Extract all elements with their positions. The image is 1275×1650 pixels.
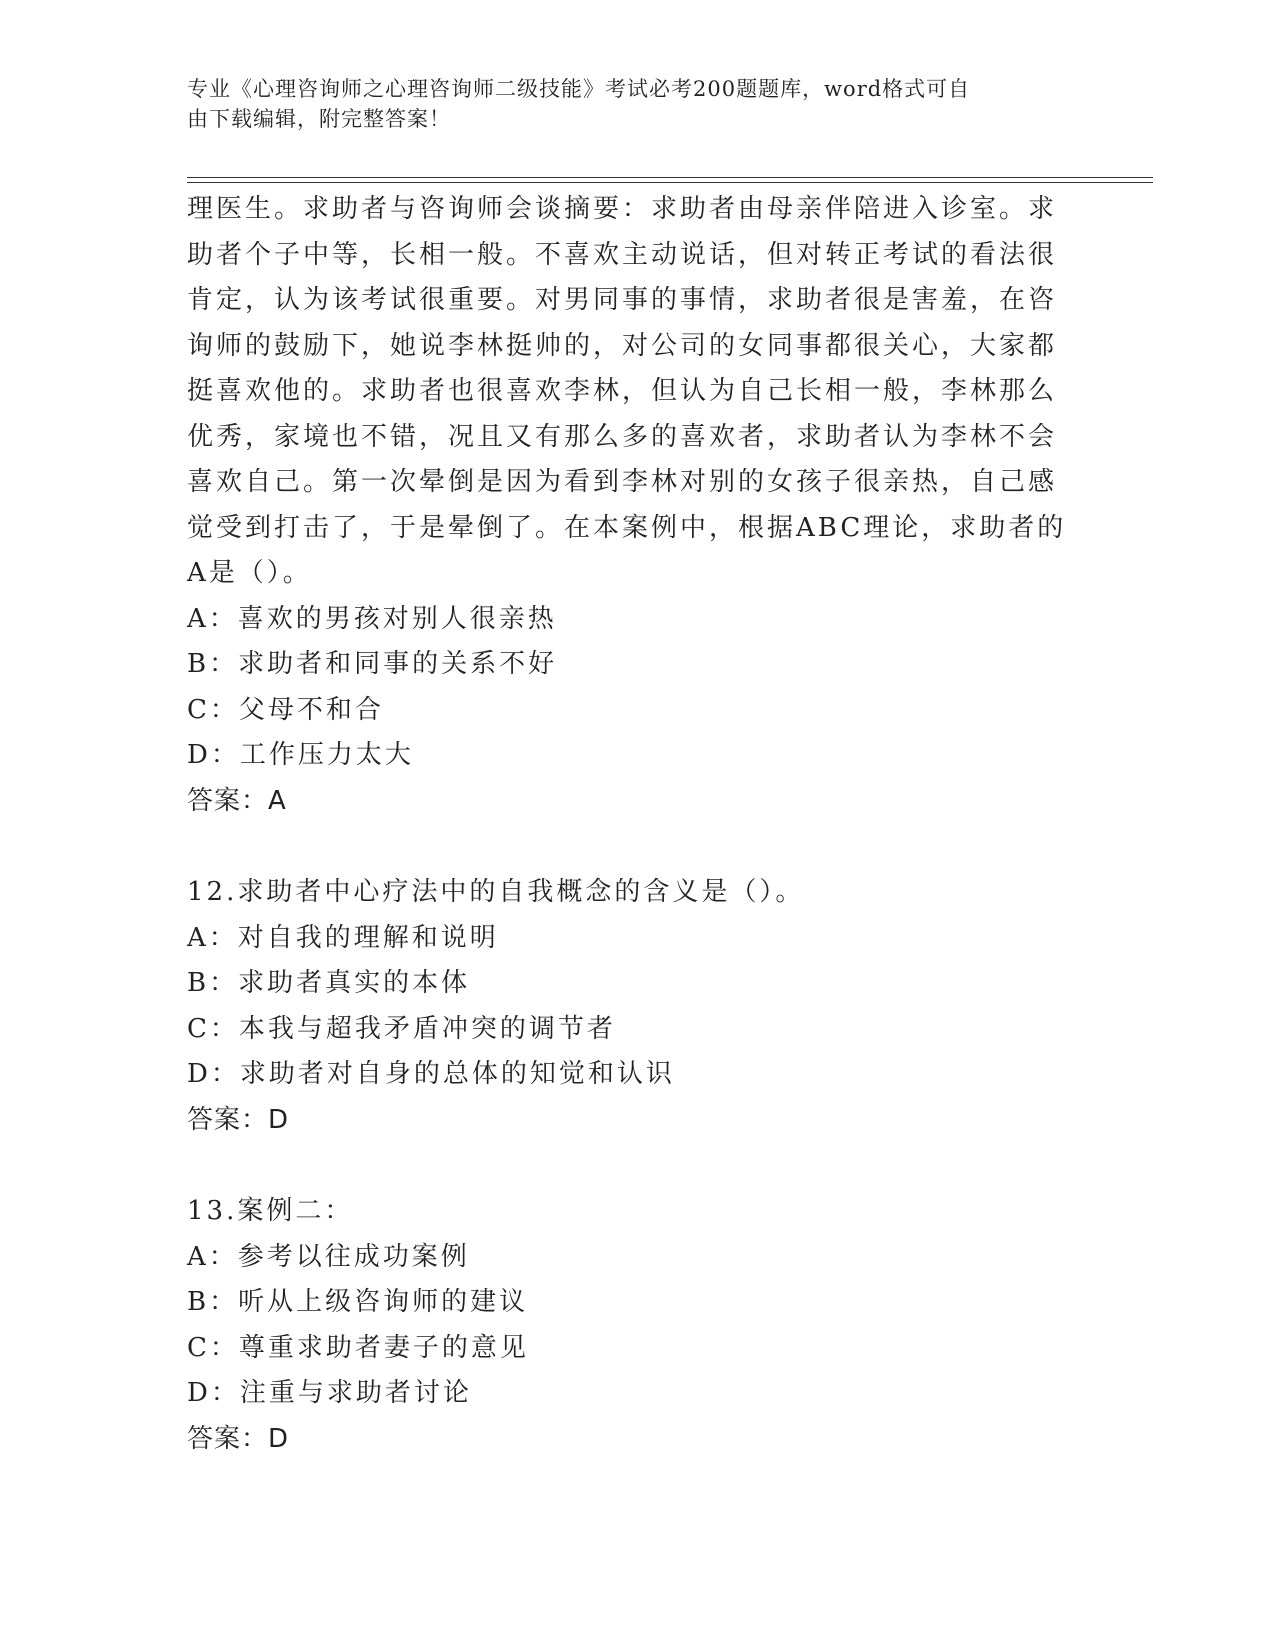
- question-stem-line: 肯定，认为该考试很重要。对男同事的事情，求助者很是害羞，在咨: [187, 285, 1058, 315]
- option-c: C：父母不和合: [187, 694, 384, 725]
- document-body: [187, 187, 1067, 1462]
- question-stem: 13.案例二：: [187, 1196, 354, 1226]
- question-stem-line: 觉受到打击了，于是晕倒了。在本案例中，根据ABC理论，求助者的: [187, 512, 1067, 543]
- header-rule-top: [187, 177, 1153, 178]
- question-stem-line: 理医生。求助者与咨询师会谈摘要：求助者由母亲伴陪进入诊室。求: [187, 194, 1058, 224]
- document-header: [187, 74, 1067, 134]
- answer-line: 答案：A: [187, 785, 287, 816]
- question-12: [187, 870, 1067, 1143]
- option-c: C：本我与超我矛盾冲突的调节者: [187, 1013, 616, 1044]
- option-a: A：参考以往成功案例: [187, 1241, 470, 1272]
- question-stem-line: A是（）。: [187, 558, 312, 588]
- question-stem-line: 询师的鼓励下，她说李林挺帅的，对公司的女同事都很关心，大家都: [187, 330, 1058, 361]
- answer-line: 答案：D: [187, 1104, 290, 1135]
- option-a: A：对自我的理解和说明: [187, 922, 499, 953]
- spacer: [187, 824, 1067, 870]
- question-stem-line: 助者个子中等，长相一般。不喜欢主动说话，但对转正考试的看法很: [187, 239, 1058, 270]
- option-d: D：求助者对自身的总体的知觉和认识: [187, 1059, 675, 1089]
- option-d: D：工作压力太大: [187, 740, 414, 770]
- spacer: [187, 1143, 1067, 1189]
- header-line-2: 由下载编辑，附完整答案！: [187, 107, 451, 131]
- answer-line: 答案：D: [187, 1423, 290, 1454]
- option-b: B：求助者和同事的关系不好: [187, 649, 558, 679]
- question-stem-line: 挺喜欢他的。求助者也很喜欢李林，但认为自己长相一般，李林那么: [187, 376, 1058, 406]
- option-c: C：尊重求助者妻子的意见: [187, 1332, 529, 1363]
- header-line-1: 专业《心理咨询师之心理咨询师二级技能》考试必考200题题库，word格式可自: [187, 77, 971, 101]
- question-stem: 12.求助者中心疗法中的自我概念的含义是（）。: [187, 877, 805, 907]
- option-d: D：注重与求助者讨论: [187, 1378, 472, 1408]
- option-b: B：听从上级咨询师的建议: [187, 1287, 529, 1317]
- question-13: [187, 1189, 1067, 1462]
- question-stem-line: 喜欢自己。第一次晕倒是因为看到李林对别的女孩子很亲热，自己感: [187, 467, 1058, 497]
- question-11: [187, 187, 1067, 824]
- question-stem-line: 优秀，家境也不错，况且又有那么多的喜欢者，求助者认为李林不会: [187, 421, 1058, 452]
- header-rule-bottom: [187, 182, 1153, 183]
- option-b: B：求助者真实的本体: [187, 968, 471, 998]
- option-a: A：喜欢的男孩对别人很亲热: [187, 603, 557, 634]
